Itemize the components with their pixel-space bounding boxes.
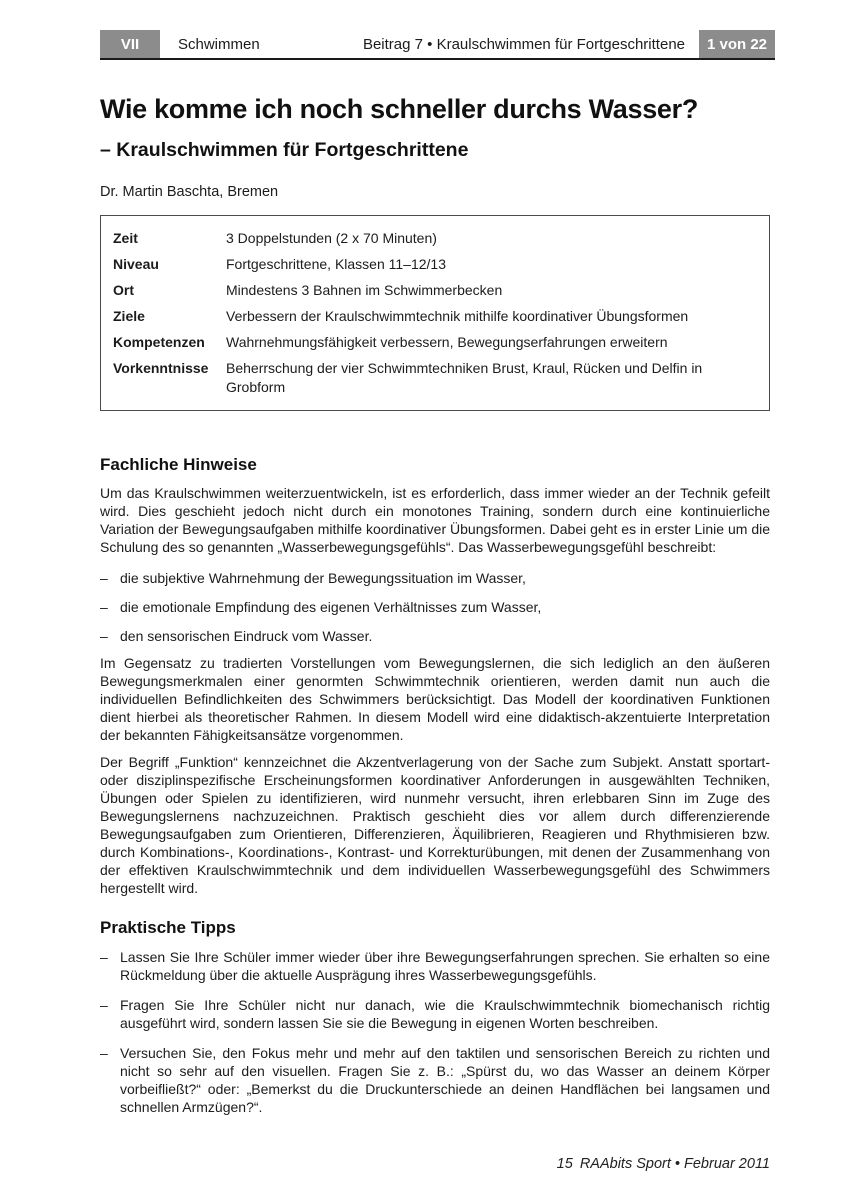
contribution-title: Beitrag 7 • Kraulschwimmen für Fortgeschrittene bbox=[362, 35, 685, 53]
paragraph: Im Gegensatz zu tradierten Vorstellungen vom Bewegungslernen, die sich lediglich an den äußeren Bewegungsmerkmalen einer genormten Schwimmtechnik orientieren, werden damit nun auch die individuellen Befindlichkeiten des Schwimmers berücksichtigt. Das Modell der koordinativen Funktionen dient hierbei als theoretischer Rahmen. In diesem Modell wird eine didaktisch-akzentuierte Interpretation der bekannten Fähigkeitsansätze vorgenommen. bbox=[100, 655, 770, 743]
row-value: Verbessern der Kraulschwimmtechnik mithilfe koordinativer Übungsformen bbox=[226, 307, 689, 324]
row-value: Beherrschung der vier Schwimmtechniken Brust, Kraul, Rücken und Delfin in Grobform bbox=[226, 359, 703, 395]
dash-marker: – bbox=[100, 570, 108, 586]
list-item-text: Lassen Sie Ihre Schüler immer wieder über ihre Bewegungserfahrungen sprechen. Sie erhalten so eine Rückmeldung über die aktuelle Ausprägung ihres Wasserbewegungsgefühls. bbox=[120, 949, 770, 983]
author-line: Dr. Martin Baschta, Bremen bbox=[100, 184, 279, 200]
paragraph: Um das Kraulschwimmen weiterzuentwickeln, ist es erforderlich, dass immer wieder an der Technik gefeilt wird. Dies geschieht jedoch nicht durch ein monotones Training, sondern durch eine kontinuierliche Variation der Bewegungsaufgaben mithilfe koordinativer Übungsformen. Dabei geht es in erster Linie um die Schulung des so genannten „Wasserbewegungsgefühls“. Das Wasserbewegungsgefühl beschreibt: bbox=[100, 485, 770, 555]
table-row bbox=[113, 225, 757, 251]
row-value: Fortgeschrittene, Klassen 11–12/13 bbox=[226, 255, 446, 272]
table-row bbox=[113, 355, 757, 400]
dash-marker: – bbox=[100, 628, 108, 644]
row-value: 3 Doppelstunden (2 x 70 Minuten) bbox=[226, 229, 437, 246]
header-spacer bbox=[260, 30, 363, 58]
list-item-text: den sensorischen Eindruck vom Wasser. bbox=[120, 628, 373, 644]
list-item bbox=[100, 996, 770, 1032]
issue-number: 15 bbox=[556, 1156, 573, 1172]
section-heading-praktische-tipps: Praktische Tipps bbox=[100, 918, 236, 937]
dash-marker: – bbox=[100, 599, 108, 615]
page-title: Wie komme ich noch schneller durchs Wasser? bbox=[100, 94, 699, 124]
page-header bbox=[100, 30, 775, 60]
dash-marker: – bbox=[100, 997, 108, 1013]
list-item-text: die emotionale Empfindung des eigenen Verhältnisses zum Wasser, bbox=[120, 599, 542, 615]
chapter-badge: VII bbox=[100, 30, 160, 58]
page-subtitle: – Kraulschwimmen für Fortgeschrittene bbox=[100, 139, 469, 161]
section-heading-fachliche-hinweise: Fachliche Hinweise bbox=[100, 455, 257, 474]
chapter-category: Schwimmen bbox=[178, 35, 260, 53]
page-footer bbox=[557, 1156, 770, 1172]
content-column bbox=[100, 94, 770, 1116]
bullet-list bbox=[100, 569, 770, 645]
row-label: Niveau bbox=[113, 255, 159, 272]
list-item bbox=[100, 569, 770, 587]
list-item bbox=[100, 1044, 770, 1116]
paragraph: Der Begriff „Funktion“ kennzeichnet die Akzentverlagerung von der Sache zum Subjekt. Anstatt sportart- oder disziplinspezifische Erscheinungsformen koordinativer Anforderungen in ausgewählten Techniken, Übungen oder Spielen zu identifizieren, wird nunmehr versucht, ihren erlebbaren Sinn im Zuge des Bewegungslernens nachzuzeichnen. Praktisch geschieht dies vor allem durch differenzierende Bewegungsaufgaben zum Orientieren, Differenzieren, Äquilibrieren, Reagieren und Rhythmisieren bzw. durch Kombinations-, Koordinations-, Kontrast- und Korrekturübungen, mit denen der Zusammenhang von der effektiven Kraulschwimmtechnik und dem individuellen Wasserbewegungsgefühl des Schwimmers hergestellt wird. bbox=[100, 754, 770, 896]
page-count-badge: 1 von 22 bbox=[699, 30, 775, 58]
table-row bbox=[113, 251, 757, 277]
publication-line: RAAbits Sport • Februar 2011 bbox=[579, 1156, 770, 1172]
row-label: Ziele bbox=[113, 307, 145, 324]
list-item bbox=[100, 948, 770, 984]
list-item-text: die subjektive Wahrnehmung der Bewegungssituation im Wasser, bbox=[120, 570, 526, 586]
list-item bbox=[100, 598, 770, 616]
table-row bbox=[113, 303, 757, 329]
row-label: Zeit bbox=[113, 229, 138, 246]
row-label: Vorkenntnisse bbox=[113, 359, 209, 376]
table-row bbox=[113, 329, 757, 355]
row-label: Ort bbox=[113, 281, 134, 298]
row-value: Mindestens 3 Bahnen im Schwimmerbecken bbox=[226, 281, 503, 298]
row-value: Wahrnehmungsfähigkeit verbessern, Bewegungserfahrungen erweitern bbox=[226, 333, 668, 350]
table-row bbox=[113, 277, 757, 303]
dash-marker: – bbox=[100, 1045, 108, 1061]
info-table bbox=[100, 215, 770, 411]
list-item bbox=[100, 627, 770, 645]
tips-list bbox=[100, 948, 770, 1116]
row-label: Kompetenzen bbox=[113, 333, 205, 350]
list-item-text: Versuchen Sie, den Fokus mehr und mehr auf den taktilen und sensorischen Bereich zu richten und nicht so sehr auf den visuellen. Fragen Sie z. B.: „Spürst du, wo das Wasser an deinem Körper vorbeifließt?“ oder: „Bemerkst du die Druckunterschiede an deinen Handflächen bei langsamen und schnellen Armzügen?“. bbox=[120, 1045, 770, 1115]
dash-marker: – bbox=[100, 949, 108, 965]
list-item-text: Fragen Sie Ihre Schüler nicht nur danach, wie die Kraulschwimmtechnik biomechanisch richtig ausgeführt wird, sondern lassen Sie sie die Bewegung in eigenen Worten beschreiben. bbox=[120, 997, 770, 1031]
